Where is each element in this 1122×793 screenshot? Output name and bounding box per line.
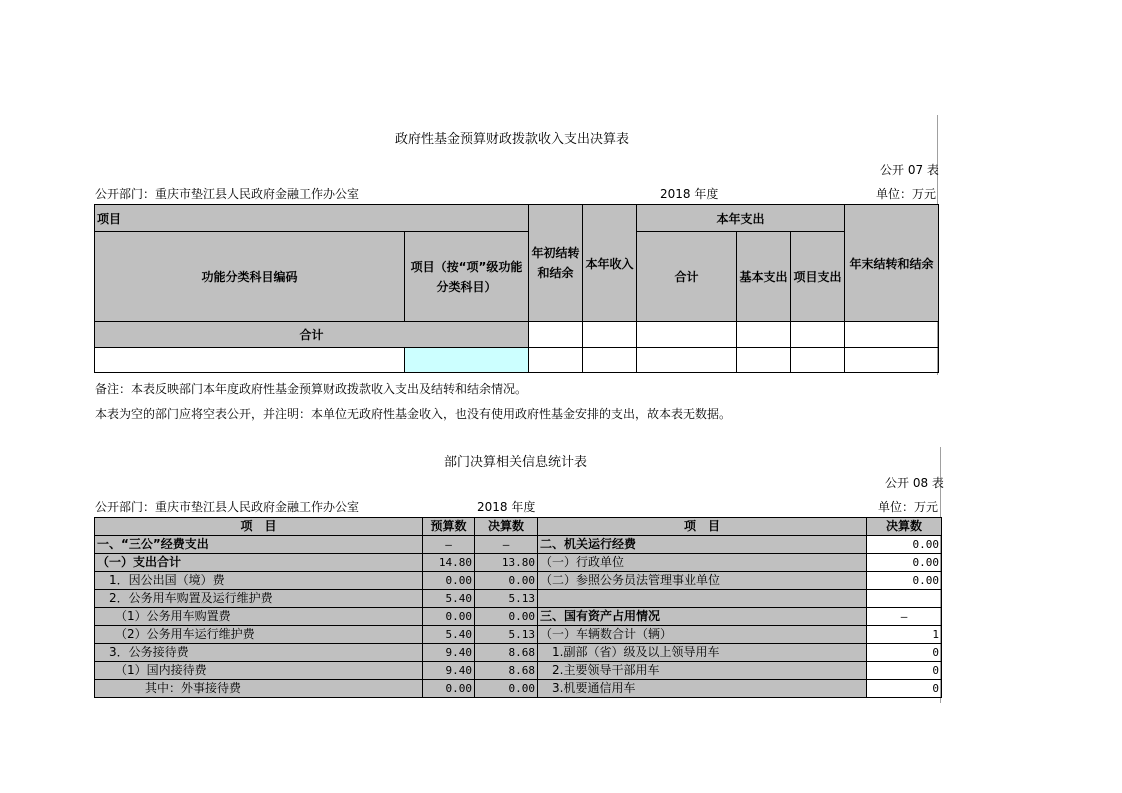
row-budget: —	[423, 536, 475, 554]
row-final-left: 0.00	[475, 608, 538, 626]
row-final-left: 0.00	[475, 680, 538, 698]
row-item-right: （一）车辆数合计（辆）	[538, 626, 867, 644]
table-row	[95, 626, 942, 644]
cell	[791, 322, 845, 348]
row-item-left: 2．公务用车购置及运行维护费	[95, 590, 423, 608]
row-item-left: 一、“三公”经费支出	[95, 536, 423, 554]
header-basic: 基本支出	[737, 232, 791, 322]
row-item-left: （1）国内接待费	[95, 662, 423, 680]
cell	[95, 348, 405, 373]
row-item-left: 其中：外事接待费	[95, 680, 423, 698]
table-row	[95, 572, 942, 590]
row-item-right: （二）参照公务员法管理事业单位	[538, 572, 867, 590]
row-item-left: （一）支出合计	[95, 554, 423, 572]
row-budget: 14.80	[423, 554, 475, 572]
row-item-right: 3.机要通信用车	[538, 680, 867, 698]
table7-title: 政府性基金预算财政拨款收入支出决算表	[395, 132, 630, 147]
row-budget: 0.00	[423, 608, 475, 626]
table-row	[95, 608, 942, 626]
table-row	[95, 662, 942, 680]
row-final-left: 8.68	[475, 662, 538, 680]
row-budget: 5.40	[423, 590, 475, 608]
header-final-right: 决算数	[867, 518, 942, 536]
row-final-right: 0	[867, 644, 942, 662]
table7-note-1: 备注：本表反映部门本年度政府性基金预算财政拨款收入支出及结转和结余情况。	[95, 382, 528, 396]
table8-unit: 单位：万元	[878, 500, 939, 514]
cell	[791, 348, 845, 373]
cell-highlighted	[405, 348, 529, 373]
row-final-left: —	[475, 536, 538, 554]
row-budget: 9.40	[423, 662, 475, 680]
header-total: 合计	[637, 232, 737, 322]
row-item-right: 1.副部（省）级及以上领导用车	[538, 644, 867, 662]
row-final-left: 0.00	[475, 572, 538, 590]
header-project: 项目支出	[791, 232, 845, 322]
header-begin-balance: 年初结转和结余	[529, 205, 583, 322]
header-item: 项目	[95, 205, 529, 232]
header-item-right: 项 目	[538, 518, 867, 536]
cell	[737, 348, 791, 373]
header-item-left: 项 目	[95, 518, 423, 536]
table-row	[95, 644, 942, 662]
row-budget: 5.40	[423, 626, 475, 644]
row-budget: 0.00	[423, 680, 475, 698]
row-item-right: 2.主要领导干部用车	[538, 662, 867, 680]
row-item-right: 二、机关运行经费	[538, 536, 867, 554]
row-final-right: 1	[867, 626, 942, 644]
row-item-left: （2）公务用车运行维护费	[95, 626, 423, 644]
table-row	[95, 536, 942, 554]
row-final-left: 5.13	[475, 590, 538, 608]
row-final-right: 0	[867, 662, 942, 680]
row-final-right: —	[867, 608, 942, 626]
table-row	[95, 554, 942, 572]
row-item-left: 1．因公出国（境）费	[95, 572, 423, 590]
cell	[529, 348, 583, 373]
row-final-right	[867, 590, 942, 608]
table7-form-no: 公开 07 表	[880, 163, 939, 177]
header-budget: 预算数	[423, 518, 475, 536]
header-end-balance: 年末结转和结余	[845, 205, 939, 322]
cell	[583, 322, 637, 348]
table8-dept: 公开部门：重庆市垫江县人民政府金融工作办公室	[95, 500, 360, 514]
row-item-right	[538, 590, 867, 608]
table7-grid	[94, 204, 939, 373]
cell	[845, 348, 939, 373]
row-item-right: （一）行政单位	[538, 554, 867, 572]
row-final-left: 8.68	[475, 644, 538, 662]
table7-unit: 单位：万元	[876, 187, 937, 201]
cell	[529, 322, 583, 348]
row-item-left: （1）公务用车购置费	[95, 608, 423, 626]
table8-title: 部门决算相关信息统计表	[444, 455, 588, 470]
cell	[583, 348, 637, 373]
table8-body	[95, 536, 942, 698]
table7-dept: 公开部门：重庆市垫江县人民政府金融工作办公室	[95, 187, 360, 201]
table7-year: 2018 年度	[660, 187, 719, 201]
row-final-right: 0.00	[867, 536, 942, 554]
row-final-right: 0.00	[867, 554, 942, 572]
row-final-left: 5.13	[475, 626, 538, 644]
table8-form-no: 公开 08 表	[885, 476, 944, 490]
cell	[637, 322, 737, 348]
row-budget: 9.40	[423, 644, 475, 662]
row-item-right: 三、国有资产占用情况	[538, 608, 867, 626]
cell	[637, 348, 737, 373]
cell	[845, 322, 939, 348]
row-final-right: 0	[867, 680, 942, 698]
header-income: 本年收入	[583, 205, 637, 322]
header-subject: 项目（按“项”级功能分类科目）	[405, 232, 529, 322]
table-row	[95, 680, 942, 698]
row-final-right: 0.00	[867, 572, 942, 590]
table8-grid	[94, 517, 942, 698]
row-budget: 0.00	[423, 572, 475, 590]
table7-note-2: 本表为空的部门应将空表公开，并注明：本单位无政府性基金收入，也没有使用政府性基金安排的支出，故本表无数据。	[95, 407, 732, 421]
row-final-left: 13.80	[475, 554, 538, 572]
header-expense-group: 本年支出	[637, 205, 845, 232]
header-final-left: 决算数	[475, 518, 538, 536]
header-code: 功能分类科目编码	[95, 232, 405, 322]
total-row-label: 合计	[95, 322, 529, 348]
table8-year: 2018 年度	[477, 500, 536, 514]
table-row	[95, 590, 942, 608]
row-item-left: 3．公务接待费	[95, 644, 423, 662]
cell	[737, 322, 791, 348]
